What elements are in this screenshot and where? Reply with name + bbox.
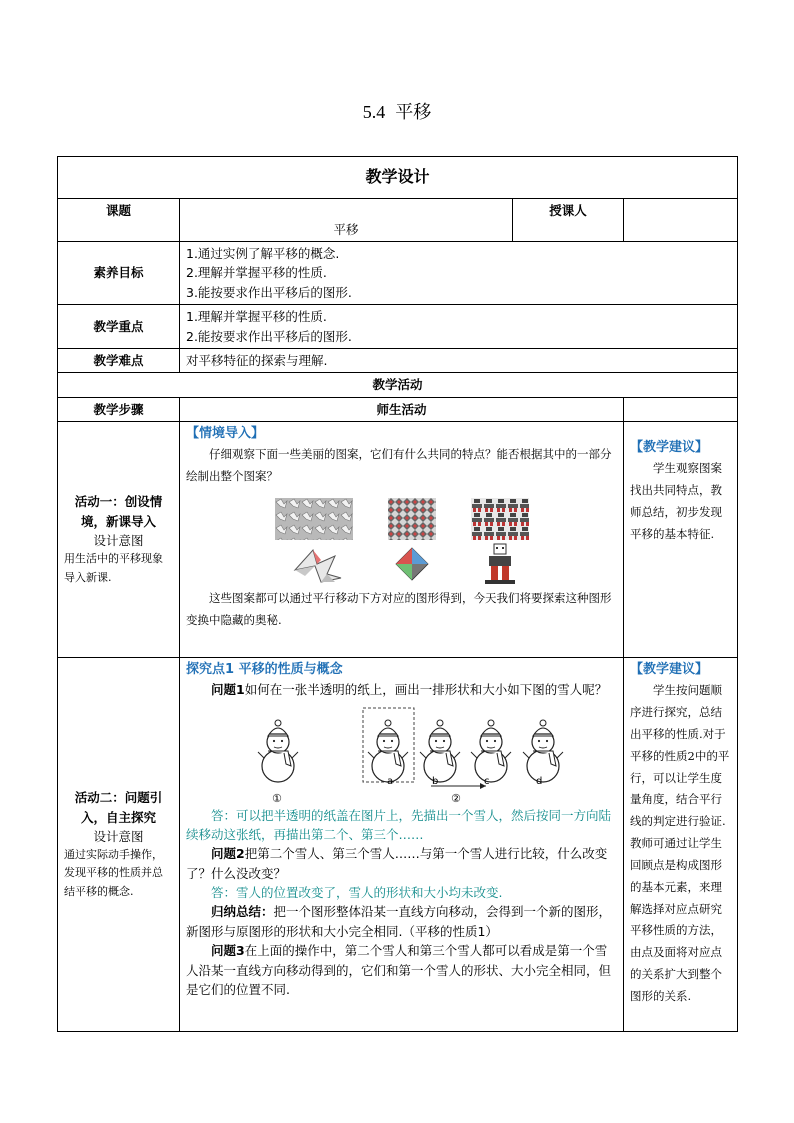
section-topic: 平移 xyxy=(395,102,432,122)
question1-label: 问题1 xyxy=(211,682,245,698)
section-number: 5.4 xyxy=(362,102,386,122)
summary-label: 归纳总结： xyxy=(211,904,274,920)
activity2-suggestion-text: 学生按问题顺序进行探究，总结出平移的性质.对于平移的性质2中的平行，可以让学生度量角度，结合平行线的判定进行验证.教师可通过让学生回顾点是构成图形的基本元素，来理解选择对应点研究平移性质的方法，由点及面将对应点的关系扩大到整个图形的关系. xyxy=(630,683,730,1003)
summary-text: 把一个图形整体沿某一直线方向移动，会得到一个新的图形，新图形与原图形的形状和大小完全相同.（平移的性质1） xyxy=(186,904,612,939)
snowman-figure1 xyxy=(258,720,298,782)
course-label: 课题 xyxy=(58,199,180,242)
key-cell xyxy=(180,305,738,349)
label-circle1: ① xyxy=(272,791,282,805)
pattern-row xyxy=(186,498,617,586)
goal-item: 2.理解并掌握平移的性质. xyxy=(186,265,327,281)
snowman-a xyxy=(368,720,408,782)
answer1: 答：可以把半透明的纸盖在图片上，先描出一个雪人，然后按同一方向陆续移动这张纸，再描出第二个、第三个…… xyxy=(186,807,612,842)
activity2-suggestion-cell xyxy=(624,658,738,1032)
question3 xyxy=(186,941,617,999)
empty-cell xyxy=(624,397,738,421)
snowman-figure xyxy=(186,706,617,806)
question2 xyxy=(186,844,617,883)
snowman-b xyxy=(420,720,460,782)
document-title xyxy=(0,98,794,124)
activities-header: 教学活动 xyxy=(58,373,738,397)
activity2-content xyxy=(180,658,624,1032)
robot-pattern-image xyxy=(471,498,529,586)
question1 xyxy=(186,680,617,699)
teacher-label: 授课人 xyxy=(513,199,624,242)
goals-label: 素养目标 xyxy=(58,242,180,305)
activity2-intent-label: 设计意图 xyxy=(93,828,144,844)
table-title: 教学设计 xyxy=(58,157,738,199)
activity2-title: 活动二：问题引入，自主探究 xyxy=(74,790,163,825)
teacher-student-label: 师生活动 xyxy=(180,397,624,421)
explore-point-title: 探究点1 平移的性质与概念 xyxy=(186,662,343,677)
label-a: a xyxy=(387,775,394,787)
key-label: 教学重点 xyxy=(58,305,180,349)
activity1-intent-text: 用生活中的平移现象导入新课. xyxy=(64,552,163,584)
question2-text: 把第二个雪人、第三个雪人……与第一个雪人进行比较，什么改变了？什么没改变？ xyxy=(186,846,608,881)
label-c: c xyxy=(484,775,490,787)
activity2-step-cell xyxy=(58,658,180,1032)
label-d: d xyxy=(536,775,543,787)
goal-item: 1.通过实例了解平移的概念. xyxy=(186,246,340,261)
question2-label: 问题2 xyxy=(211,846,245,862)
key-item: 2.能按要求作出平移后的图形. xyxy=(186,328,352,344)
lesson-plan-table xyxy=(57,156,738,1032)
activity1-suggestion-title: 【教学建议】 xyxy=(630,440,709,455)
question1-text: 如何在一张半透明的纸上，画出一排形状和大小如下图的雪人呢？ xyxy=(244,682,608,698)
label-b: b xyxy=(432,775,439,787)
question3-label: 问题3 xyxy=(211,943,245,959)
activity1-title: 活动一：创设情境，新课导入 xyxy=(74,494,163,529)
snowman-diagram xyxy=(186,706,624,806)
label-circle2: ② xyxy=(451,791,461,805)
snowman-c xyxy=(471,720,511,782)
diamond-pattern-image xyxy=(387,498,437,586)
activity1-conclusion: 这些图案都可以通过平行移动下方对应的图形得到，今天我们将要探索这种图形变换中隐藏的奥秘. xyxy=(186,590,612,627)
activity2-intent-text: 通过实际动手操作，发现平移的性质并总结平移的概念. xyxy=(64,848,163,898)
snowman-d xyxy=(523,720,563,782)
key-item: 1.理解并掌握平移的性质. xyxy=(186,309,327,325)
difficulty-label: 教学难点 xyxy=(58,348,180,372)
activity1-suggestion-text: 学生观察图案找出共同特点，教师总结，初步发现平移的基本特征. xyxy=(630,461,722,541)
activity1-intent-label: 设计意图 xyxy=(93,533,144,549)
question3-text: 在上面的操作中，第二个雪人和第三个雪人都可以看成是第一个雪人沿某一直线方向移动得到的，它们和第一个雪人的形状、大小完全相同，但是它们的位置不同. xyxy=(186,943,612,997)
activity1-suggestion-cell xyxy=(624,422,738,658)
activity1-step-cell xyxy=(58,422,180,658)
activity1-content xyxy=(180,422,624,658)
answer2: 答：雪人的位置改变了，雪人的形状和大小均未改变. xyxy=(211,885,503,901)
course-value: 平移 xyxy=(180,199,513,242)
activity1-question: 仔细观察下面一些美丽的图案，它们有什么共同的特点？能否根据其中的一部分绘制出整个图案？ xyxy=(186,447,612,483)
teacher-value xyxy=(624,199,738,242)
bird-pattern-image xyxy=(275,498,353,586)
steps-label: 教学步骤 xyxy=(58,397,180,421)
difficulty-value: 对平移特征的探索与理解. xyxy=(180,348,738,372)
goal-item: 3.能按要求作出平移后的图形. xyxy=(186,284,352,300)
summary xyxy=(186,902,617,941)
scenario-tag: 【情境导入】 xyxy=(186,426,265,441)
activity2-suggestion-title: 【教学建议】 xyxy=(630,662,709,677)
goals-cell xyxy=(180,242,738,305)
